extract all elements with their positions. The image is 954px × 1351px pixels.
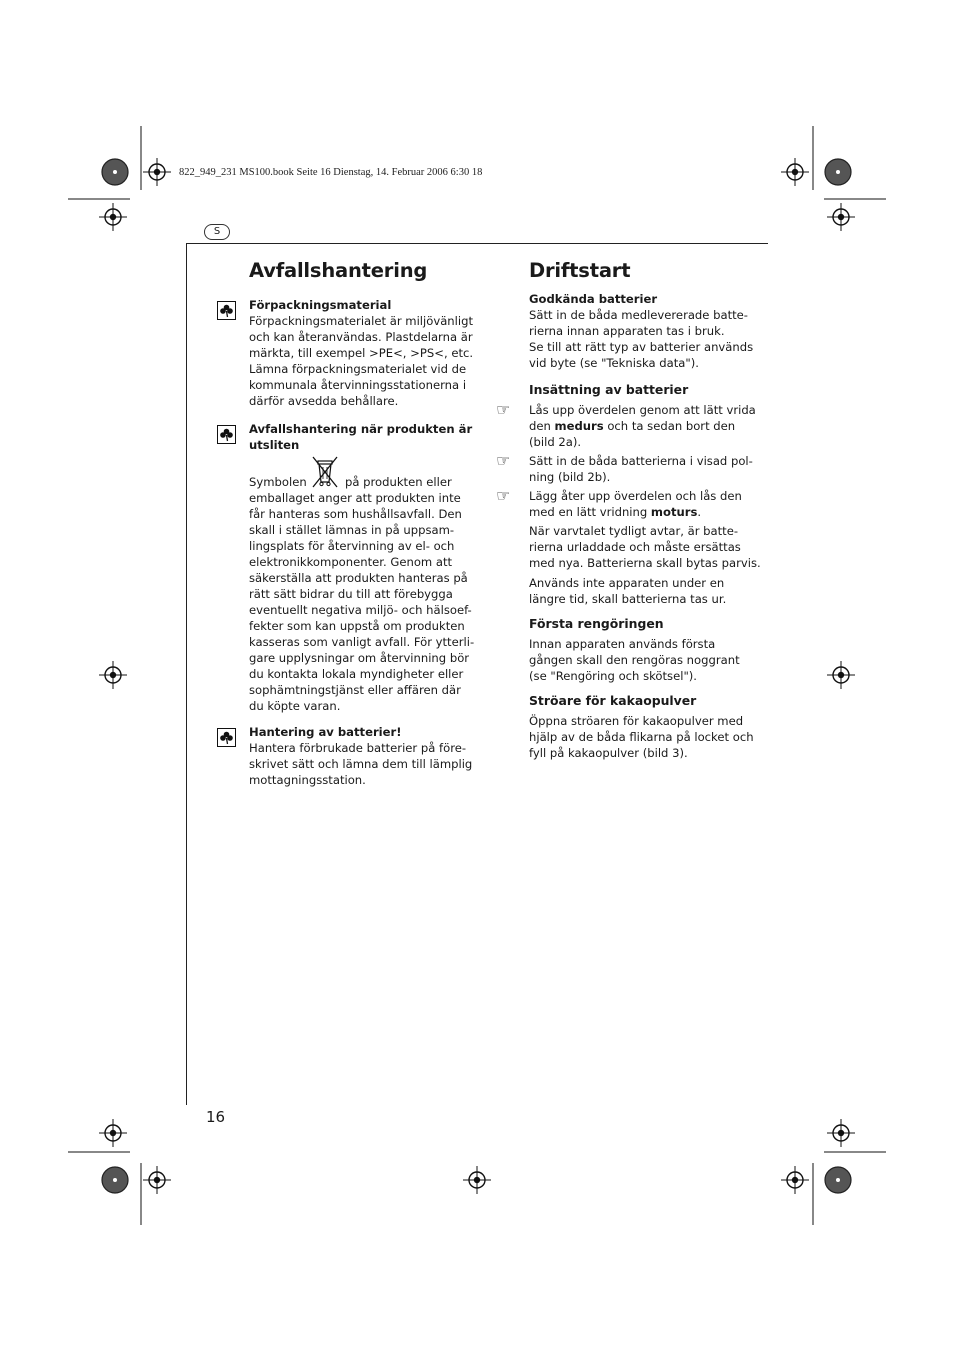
crossed-bin-icon <box>309 454 341 490</box>
step1-bold: medurs <box>554 419 604 433</box>
section-cocoa-shaker <box>529 693 769 761</box>
insert-step-1 <box>529 402 769 450</box>
right-title-wrap <box>529 259 769 283</box>
packaging-line: Förpackningsmaterialet är miljövänligt <box>249 314 474 328</box>
para2-line: längre tid, skall batterierna tas ur. <box>529 592 727 606</box>
pointing-hand-icon: ☞ <box>496 486 511 505</box>
disposal-line: lingsplats för återvinning av el- och <box>249 539 455 553</box>
approved-line: Se till att rätt typ av batterier används <box>529 340 754 354</box>
cleaning-line: (se "Rengöring och skötsel"). <box>529 669 697 683</box>
approved-line: rierna innan apparaten tas i bruk. <box>529 324 725 338</box>
cocoa-line: Öppna ströaren för kakaopulver med <box>529 714 744 728</box>
insert-step-2 <box>529 453 769 485</box>
cocoa-line: fyll på kakaopulver (bild 3). <box>529 746 688 760</box>
batteries-line: Hantera förbrukade batterier på före- <box>249 741 467 755</box>
clover-icon <box>217 425 236 444</box>
page-vertical-rule <box>186 243 187 1105</box>
section-packaging <box>249 297 489 409</box>
pointing-hand-icon: ☞ <box>496 451 511 470</box>
step3-text: med en lätt vridning <box>529 505 651 519</box>
para1-line: När varvtalet tydligt avtar, är batte- <box>529 524 739 538</box>
step1-line: (bild 2a). <box>529 435 582 449</box>
disposal-line: rätt sätt bidrar du till att förebygga <box>249 587 453 601</box>
disposal-line: fekter som kan uppstå om produkten <box>249 619 465 633</box>
disposal-line: du kontakta lokala myndigheter eller <box>249 667 464 681</box>
disposal-heading: utsliten <box>249 438 300 452</box>
cleaning-line: Innan apparaten används första <box>529 637 716 651</box>
packaging-line: Lämna förpackningsmaterialet vid de <box>249 362 467 376</box>
section-batteries <box>249 724 489 788</box>
step1-line <box>529 418 769 434</box>
packaging-line: och kan återanvändas. Plastdelarna är <box>249 330 473 344</box>
cocoa-line: hjälp av de båda flikarna på locket och <box>529 730 754 744</box>
section-first-cleaning <box>529 616 769 684</box>
step3-bold: moturs <box>650 505 698 519</box>
left-column <box>249 259 489 283</box>
step2-line: ning (bild 2b). <box>529 470 611 484</box>
packaging-line: därför avsedda behållare. <box>249 394 399 408</box>
disposal-line: säkerställa att produkten hanteras på <box>249 571 468 585</box>
language-badge: S <box>204 224 230 240</box>
step1-text: den <box>529 419 555 433</box>
disposal-line: du köpte varan. <box>249 699 341 713</box>
clover-icon <box>217 728 236 747</box>
batteries-line: skrivet sätt och lämna dem till lämplig <box>249 757 473 771</box>
insert-heading: Insättning av batterier <box>529 382 689 397</box>
disposal-heading: Avfallshantering när produkten är <box>249 422 473 436</box>
approved-line: vid byte (se "Tekniska data"). <box>529 356 699 370</box>
section-approved-batteries <box>529 291 769 371</box>
clover-icon <box>217 301 236 320</box>
cleaning-line: gången skall den rengöras noggrant <box>529 653 740 667</box>
step1-line: Lås upp överdelen genom att lätt vrida <box>529 403 756 417</box>
disposal-symbol-after <box>345 474 485 490</box>
section-disposal <box>249 421 489 453</box>
disposal-line: eventuellt negativa miljö- och hälsoef- <box>249 603 472 617</box>
print-header: 822_949_231 MS100.book Seite 16 Dienstag, 14. Februar 2006 6:30 18 <box>179 167 483 178</box>
disposal-body <box>249 490 489 714</box>
approved-line: Sätt in de båda medlevererade batte- <box>529 308 748 322</box>
cleaning-heading: Första rengöringen <box>529 616 664 631</box>
insert-step-3 <box>529 488 769 520</box>
step1-text: och ta sedan bort den <box>603 419 736 433</box>
cocoa-heading: Ströare för kakaopulver <box>529 693 697 708</box>
step3-line: Lägg åter upp överdelen och lås den <box>529 489 742 503</box>
packaging-heading: Förpackningsmaterial <box>249 298 392 312</box>
batteries-heading: Hantering av batterier! <box>249 725 402 739</box>
left-title: Avfallshantering <box>249 259 428 282</box>
disposal-line: kasseras som vanligt avfall. För ytterli- <box>249 635 475 649</box>
page-number: 16 <box>206 1108 226 1126</box>
para1-line: rierna urladdade och måste ersättas <box>529 540 741 554</box>
approved-heading: Godkända batterier <box>529 292 658 306</box>
disposal-line: sophämtningstjänst eller affären där <box>249 683 461 697</box>
insert-heading-wrap <box>529 382 769 398</box>
symbol-before: Symbolen <box>249 475 307 489</box>
packaging-line: kommunala återvinningsstationerna i <box>249 378 467 392</box>
disposal-line: elektronikkomponenter. Genom att <box>249 555 453 569</box>
para2-line: Används inte apparaten under en <box>529 576 725 590</box>
step2-line: Sätt in de båda batterierna i visad pol- <box>529 454 753 468</box>
right-title: Driftstart <box>529 259 631 282</box>
disposal-line: skall i stället lämnas in på uppsam- <box>249 523 455 537</box>
pointing-hand-icon: ☞ <box>496 400 511 419</box>
insert-para-1 <box>529 523 769 571</box>
symbol-after: på produkten eller <box>345 475 452 489</box>
insert-para-2 <box>529 575 769 607</box>
disposal-line: emballaget anger att produkten inte <box>249 491 461 505</box>
packaging-line: märkta, till exempel >PE<, >PS<, etc. <box>249 346 474 360</box>
disposal-line: får hanteras som hushållsavfall. Den <box>249 507 462 521</box>
step3-text: . <box>697 505 702 519</box>
page-horizontal-rule <box>186 243 768 244</box>
batteries-line: mottagningsstation. <box>249 773 366 787</box>
para1-line: med nya. Batterierna skall bytas parvis. <box>529 556 761 570</box>
step3-line <box>529 504 769 520</box>
disposal-line: gare upplysningar om återvinning bör <box>249 651 470 665</box>
